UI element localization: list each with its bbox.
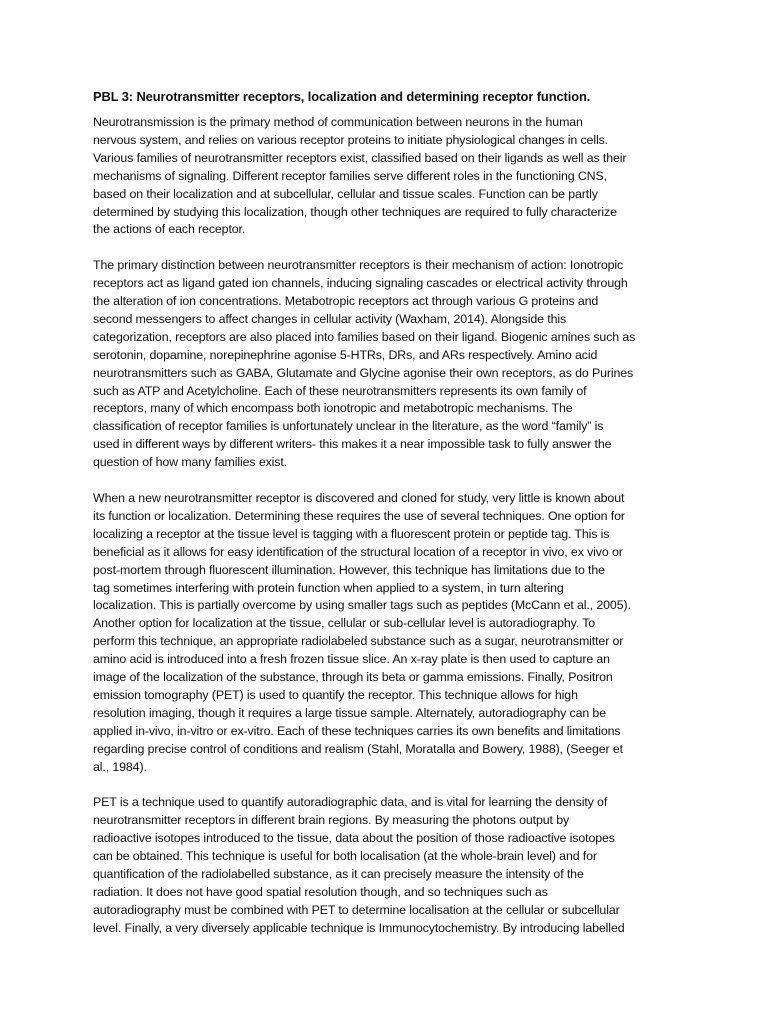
text-line: quantification of the radiolabelled substance, as it can precisely measure the intensity of the	[93, 867, 584, 882]
text-line: resolution imaging, though it requires a large tissue sample. Alternately, autoradiography can be	[93, 705, 606, 720]
text-line: such as ATP and Acetylcholine. Each of these neurotransmitters represents its own family of	[93, 383, 587, 398]
text-line: radiation. It does not have good spatial resolution though, and so techniques such as	[93, 884, 548, 899]
text-line: perform this technique, an appropriate radiolabeled substance such as a sugar, neurotransmitter or	[93, 634, 624, 649]
text-line: al., 1984).	[93, 759, 147, 774]
text-line: question of how many families exist.	[93, 455, 288, 470]
text-line: localization. This is partially overcome by using smaller tags such as peptides (McCann et al., 2005).	[93, 598, 631, 613]
text-line: Neurotransmission is the primary method of communication between neurons in the human	[93, 115, 583, 129]
text-line: based on their localization and at subcellular, cellular and tissue scales. Function can be partly	[93, 186, 598, 201]
text-line: neurotransmitters such as GABA, Glutamate and Glycine agonise their own receptors, as do Purines	[93, 365, 634, 380]
text-line: When a new neurotransmitter receptor is discovered and cloned for study, very little is known about	[93, 491, 625, 505]
text-line: Another option for localization at the tissue, cellular or sub-cellular level is autoradiography. To	[93, 616, 596, 631]
text-line: neurotransmitter receptors in different brain regions. By measuring the photons output by	[93, 813, 570, 828]
text-line: nervous system, and relies on various receptor proteins to initiate physiological changes in cells.	[93, 132, 608, 147]
text-line: localizing a receptor at the tissue level is tagging with a fluorescent protein or peptide tag. This is	[93, 526, 610, 541]
text-line: determined by studying this localization, though other techniques are required to fully characterize	[93, 204, 617, 219]
text-line: used in different ways by different writers- this makes it a near impossible task to fully answer the	[93, 437, 612, 452]
paragraph	[93, 794, 678, 937]
text-line: classification of receptor families is unfortunately unclear in the literature, as the word “family” is	[93, 419, 604, 434]
text-line: the actions of each receptor.	[93, 222, 246, 237]
text-line: post-mortem through fluorescent illumination. However, this technique has limitations due to the	[93, 562, 605, 577]
text-line: radioactive isotopes introduced to the tissue, data about the position of those radioactive isotopes	[93, 831, 615, 846]
text-line: can be obtained. This technique is useful for both localisation (at the whole-brain level) and for	[93, 849, 597, 864]
document-title: PBL 3: Neurotransmitter receptors, localization and determining receptor function.	[93, 89, 591, 104]
text-line: tag sometimes interfering with protein function when applied to a system, in turn altering	[93, 580, 564, 595]
text-line: categorization, receptors are also placed into families based on their ligand. Biogenic amines such as	[93, 329, 636, 344]
text-line: level. Finally, a very diversely applicable technique is Immunocytochemistry. By introducing labelled	[93, 920, 625, 935]
document-body	[93, 114, 678, 938]
text-line: image of the localization of the substance, through its beta or gamma emissions. Finally, Positron	[93, 670, 613, 685]
text-line: amino acid is introduced into a fresh frozen tissue slice. An x-ray plate is then used to capture an	[93, 652, 610, 667]
text-line: The primary distinction between neurotransmitter receptors is their mechanism of action: Ionotropic	[93, 258, 624, 273]
paragraph	[93, 490, 678, 777]
text-line: second messengers to affect changes in cellular activity (Waxham, 2014). Alongside this	[93, 311, 567, 326]
text-line: regarding precise control of conditions and realism (Stahl, Moratalla and Bowery, 1988), (Seeger et	[93, 741, 623, 756]
text-line: Various families of neurotransmitter receptors exist, classified based on their ligands as well as their	[93, 150, 627, 165]
text-line: emission tomography (PET) is used to quantify the receptor. This technique allows for high	[93, 687, 578, 702]
text-line: applied in-vivo, in-vitro or ex-vitro. Each of these techniques carries its own benefits and limitations	[93, 723, 621, 738]
text-line: PET is a technique used to quantify autoradiographic data, and is vital for learning the density of	[93, 795, 608, 810]
text-line: autoradiography must be combined with PET to determine localisation at the cellular or subcellular	[93, 902, 620, 917]
text-line: mechanisms of signaling. Different receptor families serve different roles in the functioning CNS,	[93, 168, 607, 183]
text-line: the alteration of ion concentrations. Metabotropic receptors act through various G proteins and	[93, 294, 599, 309]
paragraph	[93, 114, 678, 239]
text-line: serotonin, dopamine, norepinephrine agonise 5-HTRs, DRs, and ARs respectively. Amino acid	[93, 347, 598, 362]
document-page	[93, 88, 678, 956]
text-line: its function or localization. Determining these requires the use of several techniques. One option for	[93, 508, 625, 523]
text-line: beneficial as it allows for easy identification of the structural location of a receptor in vivo, ex vivo or	[93, 544, 623, 559]
text-line: receptors act as ligand gated ion channels, inducing signaling cascades or electrical activity through	[93, 276, 628, 291]
text-line: receptors, many of which encompass both ionotropic and metabotropic mechanisms. The	[93, 401, 573, 416]
paragraph	[93, 257, 678, 472]
